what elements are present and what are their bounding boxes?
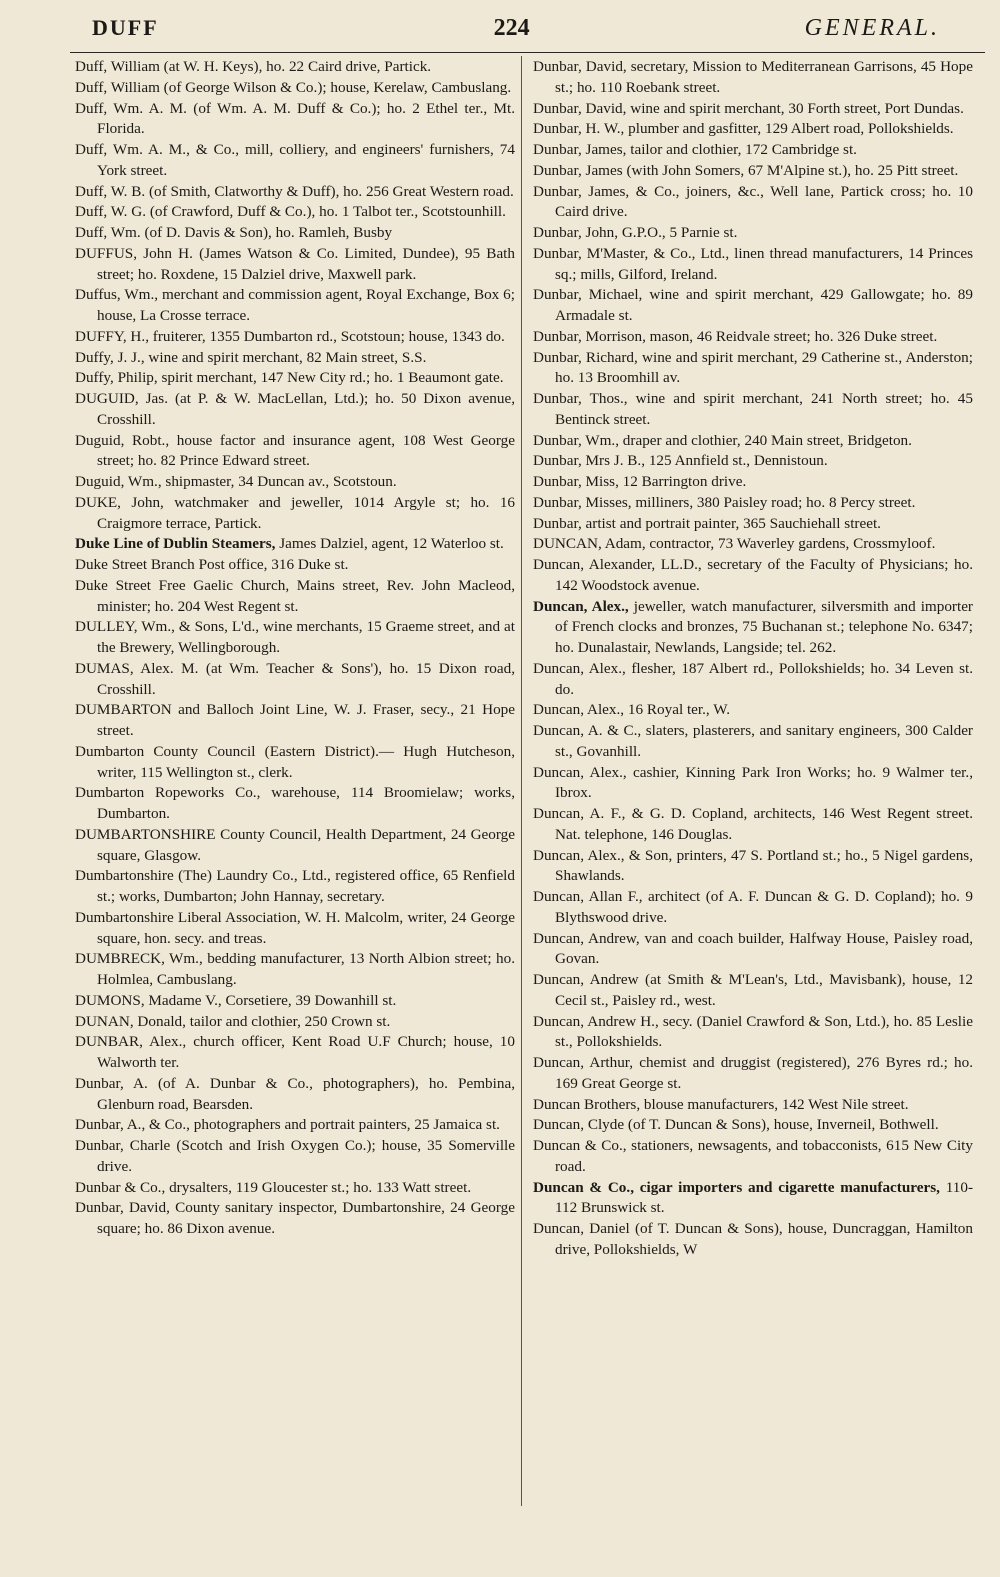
- directory-entry: Dunbar, H. W., plumber and gasfitter, 129 Albert road, Pollokshields.: [533, 120, 954, 138]
- directory-entry: Duncan, Alex., 16 Royal ter., W.: [533, 701, 730, 719]
- directory-entry: Duncan, A. F., & G. D. Copland, architects, 146 West Regent street. Nat. telephone, 146 Douglas.: [533, 805, 973, 843]
- left-column: [75, 57, 515, 1240]
- directory-entry: Dunbar, artist and portrait painter, 365 Sauchiehall street.: [533, 514, 881, 532]
- directory-entry: Duke Street Free Gaelic Church, Mains street, Rev. John Macleod, minister; ho. 204 West Regent st.: [75, 576, 515, 615]
- directory-entry: Dunbar, David, secretary, Mission to Mediterranean Garrisons, 45 Hope st.; ho. 110 Roebank street.: [533, 58, 973, 96]
- directory-entry: Duncan & Co., stationers, newsagents, and tobacconists, 615 New City road.: [533, 1137, 973, 1175]
- directory-entry: Duncan, Alexander, LL.D., secretary of the Faculty of Physicians; ho. 142 Woodstock avenue.: [533, 556, 973, 594]
- directory-entry: Duncan, Alex., cashier, Kinning Park Iron Works; ho. 9 Walmer ter., Ibrox.: [533, 763, 973, 802]
- directory-entry: Duncan, Alex., & Son, printers, 47 S. Portland st.; ho., 5 Nigel gardens, Shawlands.: [533, 846, 973, 885]
- directory-entry: DUMONS, Madame V., Corsetiere, 39 Dowanhill st.: [75, 991, 397, 1009]
- page-number: 224: [493, 14, 530, 41]
- directory-entry: Dumbartonshire Liberal Association, W. H. Malcolm, writer, 24 George square, hon. secy. and treas.: [75, 908, 515, 947]
- directory-entry: DULLEY, Wm., & Sons, L'd., wine merchants, 15 Graeme street, and at the Brewery, Wellingborough.: [75, 618, 515, 656]
- right-column: [533, 57, 973, 1261]
- directory-entry: DUMBARTON and Balloch Joint Line, W. J. Fraser, secy., 21 Hope street.: [75, 701, 515, 739]
- directory-entry: Duncan, Allan F., architect (of A. F. Duncan & G. D. Copland); ho. 9 Blythswood drive.: [533, 888, 973, 926]
- directory-entry: Dunbar, David, wine and spirit merchant, 30 Forth street, Port Dundas.: [533, 99, 964, 117]
- running-head-left: DUFF: [92, 15, 159, 40]
- directory-entry: Duncan, Andrew (at Smith & M'Lean's, Ltd., Mavisbank), house, 12 Cecil st., Paisley rd., west.: [533, 971, 973, 1009]
- directory-entry: Duncan, Andrew H., secy. (Daniel Crawford & Son, Ltd.), ho. 85 Leslie st., Pollokshields.: [533, 1012, 973, 1051]
- directory-entry: Dunbar & Co., drysalters, 119 Gloucester st.; ho. 133 Watt street.: [75, 1178, 472, 1196]
- directory-entry: DUGUID, Jas. (at P. & W. MacLellan, Ltd.); ho. 50 Dixon avenue, Crosshill.: [75, 390, 515, 428]
- directory-entry: DUKE, John, watchmaker and jeweller, 1014 Argyle st; ho. 16 Craigmore terrace, Partick.: [75, 493, 515, 532]
- directory-entry: Duncan, Daniel (of T. Duncan & Sons), house, Duncraggan, Hamilton drive, Pollokshields, W: [533, 1220, 973, 1258]
- running-head-right: GENERAL.: [804, 14, 940, 41]
- directory-entry: Duff, Wm. A. M. (of Wm. A. M. Duff & Co.); ho. 2 Ethel ter., Mt. Florida.: [75, 99, 515, 138]
- page-header: [70, 10, 940, 46]
- directory-entry: Duncan & Co., cigar importers and cigarette manufacturers, 110-112 Brunswick st.: [533, 1178, 973, 1217]
- directory-entry: Duncan, A. & C., slaters, plasterers, and sanitary engineers, 300 Calder st., Govanhill.: [533, 722, 973, 760]
- directory-entry: DUMAS, Alex. M. (at Wm. Teacher & Sons'), ho. 15 Dixon road, Crosshill.: [75, 659, 515, 698]
- directory-entry: Duff, W. B. (of Smith, Clatworthy & Duff), ho. 256 Great Western road.: [75, 182, 514, 200]
- directory-entry: DUMBRECK, Wm., bedding manufacturer, 13 North Albion street; ho. Holmlea, Cambuslang.: [75, 950, 515, 988]
- directory-entry: Duff, William (of George Wilson & Co.); house, Kerelaw, Cambuslang.: [75, 78, 512, 96]
- directory-entry: Dunbar, James, & Co., joiners, &c., Well lane, Partick cross; ho. 10 Caird drive.: [533, 182, 973, 221]
- directory-entry: Dunbar, Richard, wine and spirit merchant, 29 Catherine st., Anderston; ho. 13 Broomhill av.: [533, 348, 973, 387]
- directory-entry: Dunbar, A., & Co., photographers and portrait painters, 25 Jamaica st.: [75, 1116, 500, 1134]
- directory-entry: Dunbar, Mrs J. B., 125 Annfield st., Dennistoun.: [533, 452, 828, 470]
- directory-entry: Dunbar, A. (of A. Dunbar & Co., photographers), ho. Pembina, Glenburn road, Bearsden.: [75, 1074, 515, 1113]
- directory-entry: Duncan Brothers, blouse manufacturers, 142 West Nile street.: [533, 1095, 909, 1113]
- directory-entry: Dunbar, Wm., draper and clothier, 240 Main street, Bridgeton.: [533, 431, 912, 449]
- directory-entry: Dunbar, Michael, wine and spirit merchant, 429 Gallowgate; ho. 89 Armadale st.: [533, 286, 973, 324]
- column-divider: [521, 56, 522, 1506]
- directory-entry: Duff, W. G. (of Crawford, Duff & Co.), ho. 1 Talbot ter., Scotstounhill.: [75, 203, 506, 221]
- directory-entry: Duncan, Alex., jeweller, watch manufacturer, silversmith and importer of French clocks and bronzes, 75 Buchanan st.; telephone No. 6347; ho. Dunalastair, Newlands, Langside; tel. 262.: [533, 597, 973, 656]
- directory-entry: Duke Line of Dublin Steamers, James Dalziel, agent, 12 Waterloo st.: [75, 535, 504, 553]
- directory-entry: Duff, Wm. (of D. Davis & Son), ho. Ramleh, Busby: [75, 224, 393, 241]
- directory-entry: Duke Street Branch Post office, 316 Duke st.: [75, 556, 349, 573]
- directory-entry: DUMBARTONSHIRE County Council, Health Department, 24 George square, Glasgow.: [75, 825, 515, 864]
- directory-entry: Duffy, J. J., wine and spirit merchant, 82 Main street, S.S.: [75, 348, 427, 366]
- directory-entry: Duff, William (at W. H. Keys), ho. 22 Caird drive, Partick.: [75, 58, 432, 75]
- directory-entry: Dunbar, Thos., wine and spirit merchant, 241 North street; ho. 45 Bentinck street.: [533, 390, 973, 428]
- directory-entry: DUNAN, Donald, tailor and clothier, 250 Crown st.: [75, 1012, 391, 1030]
- directory-entry: Dunbar, Misses, milliners, 380 Paisley road; ho. 8 Percy street.: [533, 493, 916, 511]
- header-rule: [70, 52, 985, 53]
- directory-entry: Duguid, Robt., house factor and insurance agent, 108 West George street; ho. 82 Prince Edward street.: [75, 431, 515, 470]
- directory-entry: Duffy, Philip, spirit merchant, 147 New City rd.; ho. 1 Beaumont gate.: [75, 369, 504, 387]
- directory-entry: Duncan, Alex., flesher, 187 Albert rd., Pollokshields; ho. 34 Leven st. do.: [533, 659, 973, 698]
- directory-entry: DUFFUS, John H. (James Watson & Co. Limited, Dundee), 95 Bath street; ho. Roxdene, 15 Dalziel drive, Maxwell park.: [75, 244, 515, 283]
- directory-entry: Duncan, Clyde (of T. Duncan & Sons), house, Inverneil, Bothwell.: [533, 1116, 939, 1134]
- directory-entry: Dunbar, Miss, 12 Barrington drive.: [533, 473, 747, 490]
- directory-entry: Dunbar, David, County sanitary inspector, Dumbartonshire, 24 George square; ho. 86 Dixon avenue.: [75, 1199, 515, 1237]
- directory-entry: Dumbarton Ropeworks Co., warehouse, 114 Broomielaw; works, Dumbarton.: [75, 784, 515, 822]
- directory-entry: Dunbar, John, G.P.O., 5 Parnie st.: [533, 224, 738, 241]
- directory-entry: Dunbar, Charle (Scotch and Irish Oxygen Co.); house, 35 Somerville drive.: [75, 1137, 515, 1175]
- directory-entry: Dunbar, James, tailor and clothier, 172 Cambridge st.: [533, 141, 857, 158]
- directory-entry: Duncan, Andrew, van and coach builder, Halfway House, Paisley road, Govan.: [533, 929, 973, 968]
- directory-entry: DUFFY, H., fruiterer, 1355 Dumbarton rd., Scotstoun; house, 1343 do.: [75, 327, 505, 345]
- directory-entry: DUNBAR, Alex., church officer, Kent Road U.F Church; house, 10 Walworth ter.: [75, 1033, 515, 1071]
- directory-entry: Dumbartonshire (The) Laundry Co., Ltd., registered office, 65 Renfield st.; works, Dumbarton; John Hannay, secretary.: [75, 867, 515, 905]
- directory-entry: DUNCAN, Adam, contractor, 73 Waverley gardens, Crossmyloof.: [533, 535, 936, 553]
- directory-entry: Duffus, Wm., merchant and commission agent, Royal Exchange, Box 6; house, La Crosse terrace.: [75, 286, 515, 324]
- directory-entry: Dunbar, M'Master, & Co., Ltd., linen thread manufacturers, 14 Princes sq.; mills, Gilford, Ireland.: [533, 244, 973, 283]
- directory-entry: Duff, Wm. A. M., & Co., mill, colliery, and engineers' furnishers, 74 York street.: [75, 141, 515, 179]
- directory-entry: Dunbar, Morrison, mason, 46 Reidvale street; ho. 326 Duke street.: [533, 327, 938, 345]
- directory-entry: Dumbarton County Council (Eastern District).— Hugh Hutcheson, writer, 115 Wellington st., clerk.: [75, 742, 515, 781]
- directory-entry: Dunbar, James (with John Somers, 67 M'Alpine st.), ho. 25 Pitt street.: [533, 161, 959, 179]
- directory-entry: Duncan, Arthur, chemist and druggist (registered), 276 Byres rd.; ho. 169 Great George st.: [533, 1054, 973, 1092]
- directory-entry: Duguid, Wm., shipmaster, 34 Duncan av., Scotstoun.: [75, 473, 397, 490]
